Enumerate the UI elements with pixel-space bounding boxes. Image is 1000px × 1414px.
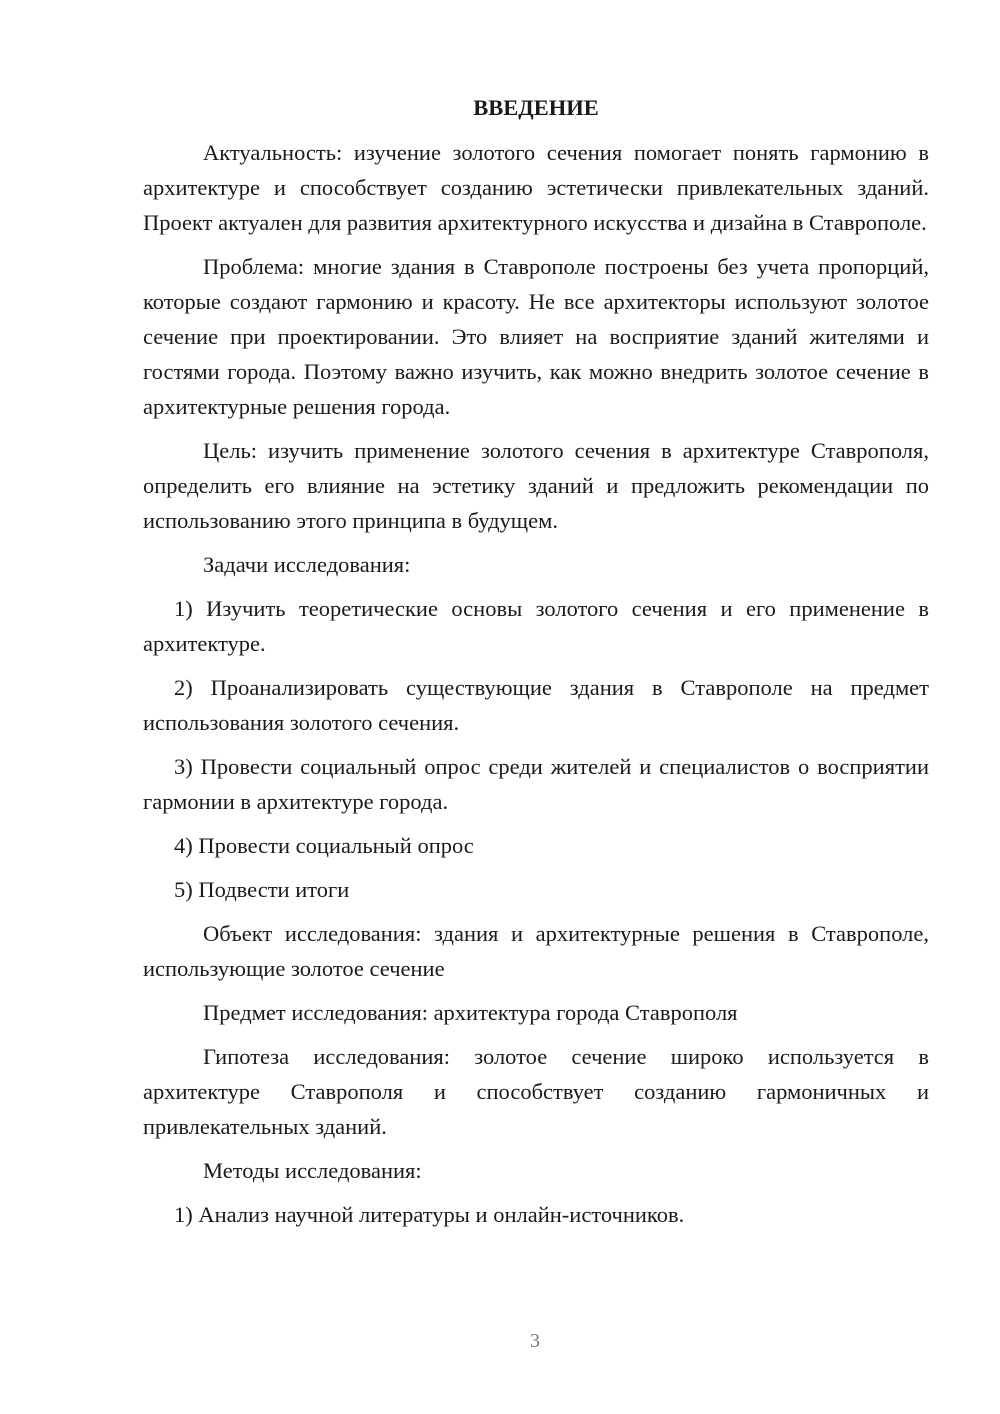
paragraph-object: Объект исследования: здания и архитектурные решения в Ставрополе, использующие золотое сечение (143, 921, 929, 981)
paragraph-problem: Проблема: многие здания в Ставрополе построены без учета пропорций, которые создают гармонию и красоту. Не все архитекторы используют золотое сечение при проектировании. Это влияет на восприятие зданий жителями и гостями города. Поэтому важно изучить, как можно внедрить золотое сечение в архитектурные решения города. (143, 254, 929, 419)
paragraph-hypothesis: Гипотеза исследования: золотое сечение широко используется в архитектуре Ставрополя и способствует созданию гармоничных и привлекательных зданий. (143, 1044, 929, 1139)
method-item: 1) Анализ научной литературы и онлайн-источников. (174, 1202, 685, 1227)
task-item: 5) Подвести итоги (174, 877, 350, 902)
task-item: 3) Провести социальный опрос среди жителей и специалистов о восприятии гармонии в архитектуре города. (143, 754, 929, 814)
section-heading: ВВЕДЕНИЕ (473, 95, 599, 120)
task-item: 4) Провести социальный опрос (174, 833, 474, 858)
tasks-title: Задачи исследования: (203, 552, 411, 577)
task-item: 1) Изучить теоретические основы золотого сечения и его применение в архитектуре. (143, 596, 929, 656)
methods-title: Методы исследования: (203, 1158, 422, 1183)
task-item: 2) Проанализировать существующие здания в Ставрополе на предмет использования золотого сечения. (143, 675, 929, 735)
paragraph-relevance: Актуальность: изучение золотого сечения помогает понять гармонию в архитектуре и способствует созданию эстетически привлекательных зданий. Проект актуален для развития архитектурного искусства и дизайна в Ставрополе. (143, 140, 929, 235)
paragraph-goal: Цель: изучить применение золотого сечения в архитектуре Ставрополя, определить его влияние на эстетику зданий и предложить рекомендации по использованию этого принципа в будущем. (143, 438, 929, 533)
paragraph-subject: Предмет исследования: архитектура города Ставрополя (203, 1000, 738, 1025)
page-content (143, 90, 929, 1241)
page-number: 3 (530, 1330, 540, 1352)
